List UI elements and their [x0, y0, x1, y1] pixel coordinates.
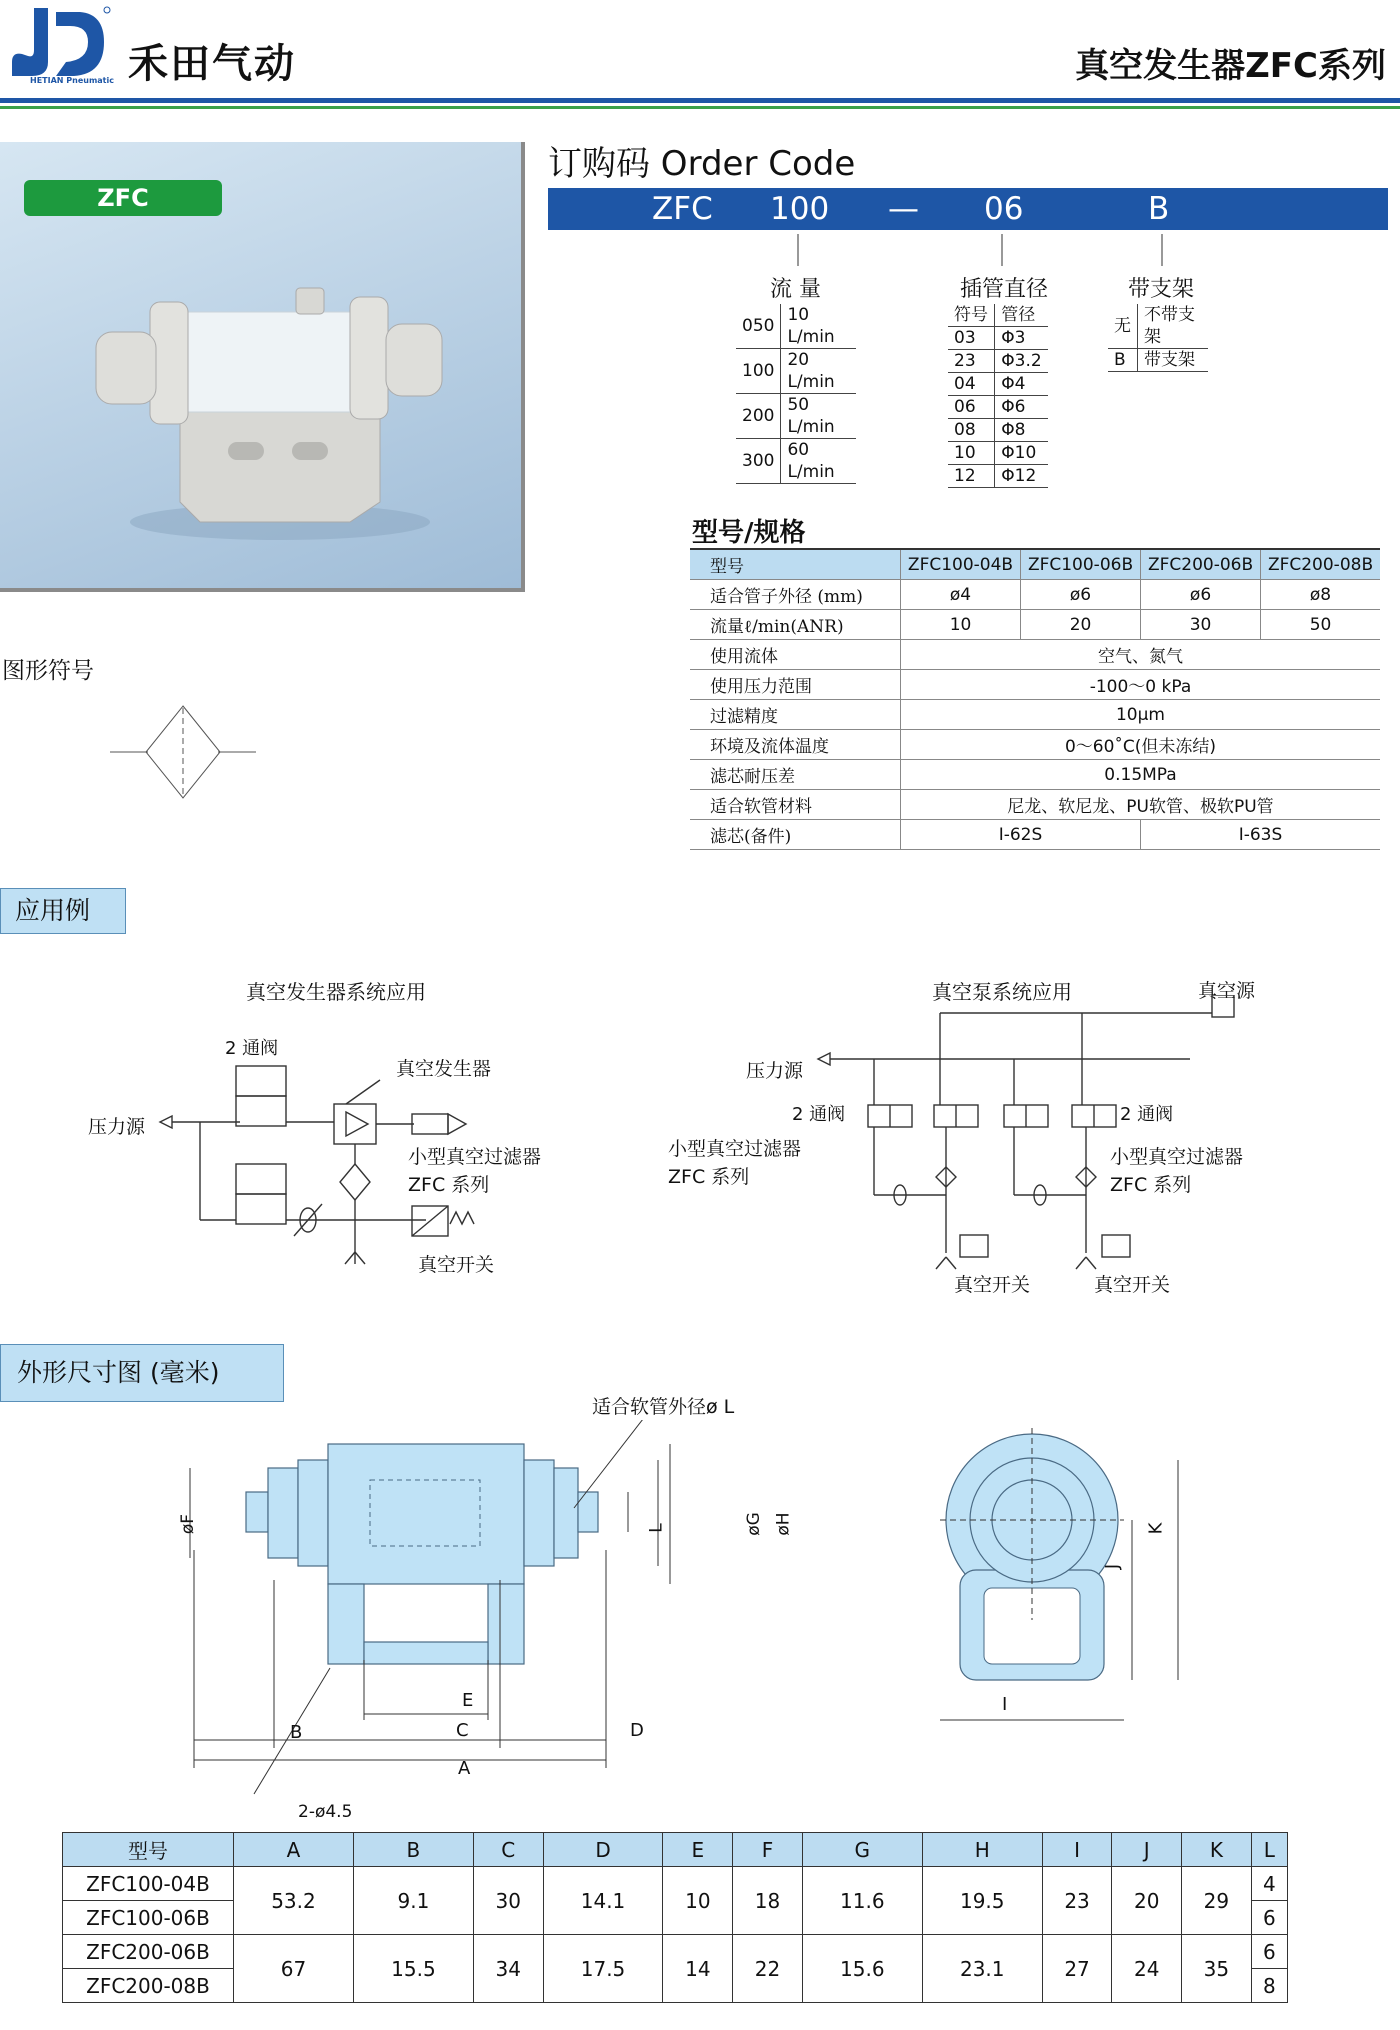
- dim-header: B: [353, 1833, 473, 1867]
- flow-value: 50 L/min: [781, 394, 856, 439]
- dim-cell: 67: [234, 1935, 354, 2003]
- tube-diameter: Φ3: [995, 327, 1048, 350]
- flow-value: 60 L/min: [781, 439, 856, 484]
- label-series-left: ZFC 系列: [668, 1166, 750, 1188]
- bracket-option: 带支架: [1138, 349, 1209, 372]
- brand-name: 禾田气动: [128, 41, 296, 87]
- tube-diameter: Φ10: [995, 442, 1048, 465]
- dim-label-K: K: [1145, 1522, 1167, 1535]
- series-title: 真空发生器ZFC系列: [1075, 46, 1386, 86]
- spec-cell: 50: [1261, 610, 1380, 640]
- bracket-table: [1108, 304, 1208, 372]
- code-bracket: B: [1148, 191, 1170, 227]
- dim-cell: 10: [663, 1867, 733, 1935]
- dim-header: K: [1182, 1833, 1252, 1867]
- code-flow: 100: [770, 191, 830, 227]
- dim-label-H: øH: [773, 1512, 794, 1536]
- dimension-section-title: 外形尺寸图 (毫米): [0, 1344, 284, 1402]
- dim-label-E: E: [462, 1690, 474, 1711]
- flow-value: 10 L/min: [781, 304, 856, 349]
- dim-cell: 23: [1042, 1867, 1112, 1935]
- label-valve: 2 通阀: [225, 1038, 279, 1059]
- dim-header: E: [663, 1833, 733, 1867]
- dim-label-D: D: [630, 1720, 644, 1741]
- bracket-code: B: [1108, 349, 1138, 372]
- spec-label: 环境及流体温度: [690, 730, 901, 760]
- dim-cell: 17.5: [543, 1935, 663, 2003]
- dim-cell: 14.1: [543, 1867, 663, 1935]
- dim-label-J: J: [1102, 1563, 1124, 1570]
- dim-cell: 53.2: [234, 1867, 354, 1935]
- dim-label-B: B: [290, 1722, 303, 1743]
- tube-code: 23: [948, 350, 995, 373]
- label-switch: 真空开关: [418, 1254, 495, 1276]
- spec-cell: 10μm: [901, 700, 1381, 730]
- tube-head: 符号: [948, 304, 995, 327]
- model-cell: ZFC200-06B: [63, 1935, 234, 1969]
- label-valve-right: 2 通阀: [1120, 1104, 1174, 1125]
- symbol-title: 图形符号: [2, 658, 94, 684]
- dim-cell: 22: [733, 1935, 803, 2003]
- flow-value: 20 L/min: [781, 349, 856, 394]
- spec-cell: 尼龙、软尼龙、PU软管、极软PU管: [901, 790, 1381, 820]
- dim-header: A: [234, 1833, 354, 1867]
- dim-header: C: [473, 1833, 543, 1867]
- label-series: ZFC 系列: [408, 1174, 490, 1196]
- end-view-drawing: [920, 1420, 1220, 1760]
- spec-label: 流量ℓ/min(ANR): [690, 610, 901, 640]
- dim-header: D: [543, 1833, 663, 1867]
- label-source: 真空源: [1198, 980, 1256, 1002]
- dim-header: I: [1042, 1833, 1112, 1867]
- dim-cell: 15.6: [802, 1935, 922, 2003]
- label-filter-right: 小型真空过滤器: [1110, 1146, 1244, 1168]
- header-rule-green: [0, 106, 1400, 109]
- application-section-title: 应用例: [0, 888, 126, 934]
- dim-cell: 34: [473, 1935, 543, 2003]
- order-code-title: 订购码 Order Code: [548, 144, 856, 184]
- label-pressure: 压力源: [88, 1116, 146, 1138]
- dim-cell-L: 6: [1251, 1901, 1287, 1935]
- hole-note: 2-ø4.5: [298, 1802, 353, 1822]
- spec-header-cell: ZFC100-04B: [901, 550, 1021, 580]
- dim-cell: 24: [1112, 1935, 1182, 2003]
- spec-label: 过滤精度: [690, 700, 901, 730]
- tube-code: 10: [948, 442, 995, 465]
- model-cell: ZFC100-06B: [63, 1901, 234, 1935]
- dim-label-A: A: [458, 1758, 471, 1779]
- spec-header-cell: ZFC200-08B: [1261, 550, 1380, 580]
- dim-cell: 9.1: [353, 1867, 473, 1935]
- pump-circuit: [810, 995, 1250, 1285]
- tube-od-note: 适合软管外径ø L: [592, 1396, 735, 1418]
- spec-cell: ø6: [1021, 580, 1141, 610]
- spec-cell: 10: [901, 610, 1021, 640]
- spec-cell: I-63S: [1141, 820, 1380, 850]
- dim-cell-L: 6: [1251, 1935, 1287, 1969]
- dim-cell: 23.1: [922, 1935, 1042, 2003]
- spec-cell: 0.15MPa: [901, 760, 1381, 790]
- bracket-option: 不带支架: [1138, 304, 1209, 349]
- label-series-right: ZFC 系列: [1110, 1174, 1192, 1196]
- dim-label-C: C: [456, 1720, 469, 1741]
- order-code-leaders: [548, 230, 1388, 270]
- tube-code: 08: [948, 419, 995, 442]
- order-code-bar: [548, 188, 1388, 230]
- generator-app-title: 真空发生器系统应用: [246, 980, 426, 1004]
- model-cell: ZFC100-04B: [63, 1867, 234, 1901]
- pump-app-title: 真空泵系统应用: [932, 980, 1072, 1004]
- label-switch-left: 真空开关: [954, 1274, 1031, 1296]
- label-pressure-right: 压力源: [746, 1060, 804, 1082]
- dim-cell: 29: [1182, 1867, 1252, 1935]
- spec-cell: ø8: [1261, 580, 1380, 610]
- tube-diameter: Φ8: [995, 419, 1048, 442]
- tube-code: 04: [948, 373, 995, 396]
- dim-label-F: øF: [178, 1513, 199, 1535]
- spec-header-cell: ZFC100-06B: [1021, 550, 1141, 580]
- label-switch-right: 真空开关: [1094, 1274, 1171, 1296]
- spec-header-cell: ZFC200-06B: [1141, 550, 1261, 580]
- dim-cell: 19.5: [922, 1867, 1042, 1935]
- logo-caption: HETIAN Pneumatic: [30, 76, 114, 85]
- spec-cell: -100～0 kPa: [901, 670, 1381, 700]
- model-cell: ZFC200-08B: [63, 1969, 234, 2003]
- dim-cell: 30: [473, 1867, 543, 1935]
- dim-header: G: [802, 1833, 922, 1867]
- tube-code: 12: [948, 465, 995, 488]
- tube-diameter: Φ12: [995, 465, 1048, 488]
- spec-label: 适合管子外径 (mm): [690, 580, 901, 610]
- product-badge: ZFC: [24, 180, 222, 216]
- flow-code: 100: [736, 349, 781, 394]
- dim-label-G: øG: [743, 1512, 764, 1536]
- spec-label: 使用流体: [690, 640, 901, 670]
- spec-cell: 空气、氮气: [901, 640, 1381, 670]
- label-filter-left: 小型真空过滤器: [668, 1138, 802, 1160]
- dim-cell: 15.5: [353, 1935, 473, 2003]
- tube-code: 06: [948, 396, 995, 419]
- dim-cell: 20: [1112, 1867, 1182, 1935]
- flow-code: 300: [736, 439, 781, 484]
- spec-title: 型号/规格: [692, 518, 806, 548]
- code-dash: —: [888, 191, 919, 227]
- dim-cell-L: 4: [1251, 1867, 1287, 1901]
- bracket-code: 无: [1108, 304, 1138, 349]
- dimension-table: [62, 1832, 1288, 2003]
- spec-cell: ø4: [901, 580, 1021, 610]
- spec-cell: 0～60˚C(但未冻结): [901, 730, 1381, 760]
- tube-diameter: Φ6: [995, 396, 1048, 419]
- spec-table: [690, 550, 1380, 850]
- flow-table: [736, 304, 856, 484]
- tube-title: 插管直径: [960, 277, 1049, 302]
- code-tube: 06: [984, 191, 1024, 227]
- dim-header: H: [922, 1833, 1042, 1867]
- filter-symbol: [108, 700, 258, 804]
- label-filter: 小型真空过滤器: [408, 1146, 542, 1168]
- spec-cell: 20: [1021, 610, 1141, 640]
- spec-label: 适合软管材料: [690, 790, 901, 820]
- spec-label: 滤芯耐压差: [690, 760, 901, 790]
- code-series: ZFC: [652, 191, 713, 227]
- dim-header: 型号: [63, 1833, 234, 1867]
- side-view-drawing: [170, 1420, 830, 1800]
- tube-table: [948, 304, 1048, 488]
- flow-title: 流 量: [770, 277, 821, 302]
- flow-code: 200: [736, 394, 781, 439]
- dim-cell: 11.6: [802, 1867, 922, 1935]
- spec-header-cell: 型号: [690, 550, 901, 580]
- spec-cell: 30: [1141, 610, 1261, 640]
- tube-code: 03: [948, 327, 995, 350]
- spec-cell: I-62S: [901, 820, 1141, 850]
- spec-label: 滤芯(备件): [690, 820, 901, 850]
- generator-circuit: [150, 1040, 570, 1290]
- dim-cell: 18: [733, 1867, 803, 1935]
- dim-label-I: I: [1002, 1694, 1008, 1715]
- dim-header: L: [1251, 1833, 1287, 1867]
- dim-label-L: L: [646, 1523, 667, 1533]
- label-generator: 真空发生器: [396, 1058, 492, 1080]
- dim-header: J: [1112, 1833, 1182, 1867]
- flow-code: 050: [736, 304, 781, 349]
- tube-diameter: Φ3.2: [995, 350, 1048, 373]
- company-logo: [4, 2, 114, 90]
- tube-diameter: Φ4: [995, 373, 1048, 396]
- tube-head: 管径: [995, 304, 1048, 327]
- spec-label: 使用压力范围: [690, 670, 901, 700]
- dim-header: F: [733, 1833, 803, 1867]
- label-valve-left: 2 通阀: [792, 1104, 846, 1125]
- dim-cell: 14: [663, 1935, 733, 2003]
- spec-cell: ø6: [1141, 580, 1261, 610]
- dim-cell: 35: [1182, 1935, 1252, 2003]
- header-rule-blue: [0, 98, 1400, 103]
- bracket-title: 带支架: [1128, 277, 1195, 302]
- dim-cell-L: 8: [1251, 1969, 1287, 2003]
- dim-cell: 27: [1042, 1935, 1112, 2003]
